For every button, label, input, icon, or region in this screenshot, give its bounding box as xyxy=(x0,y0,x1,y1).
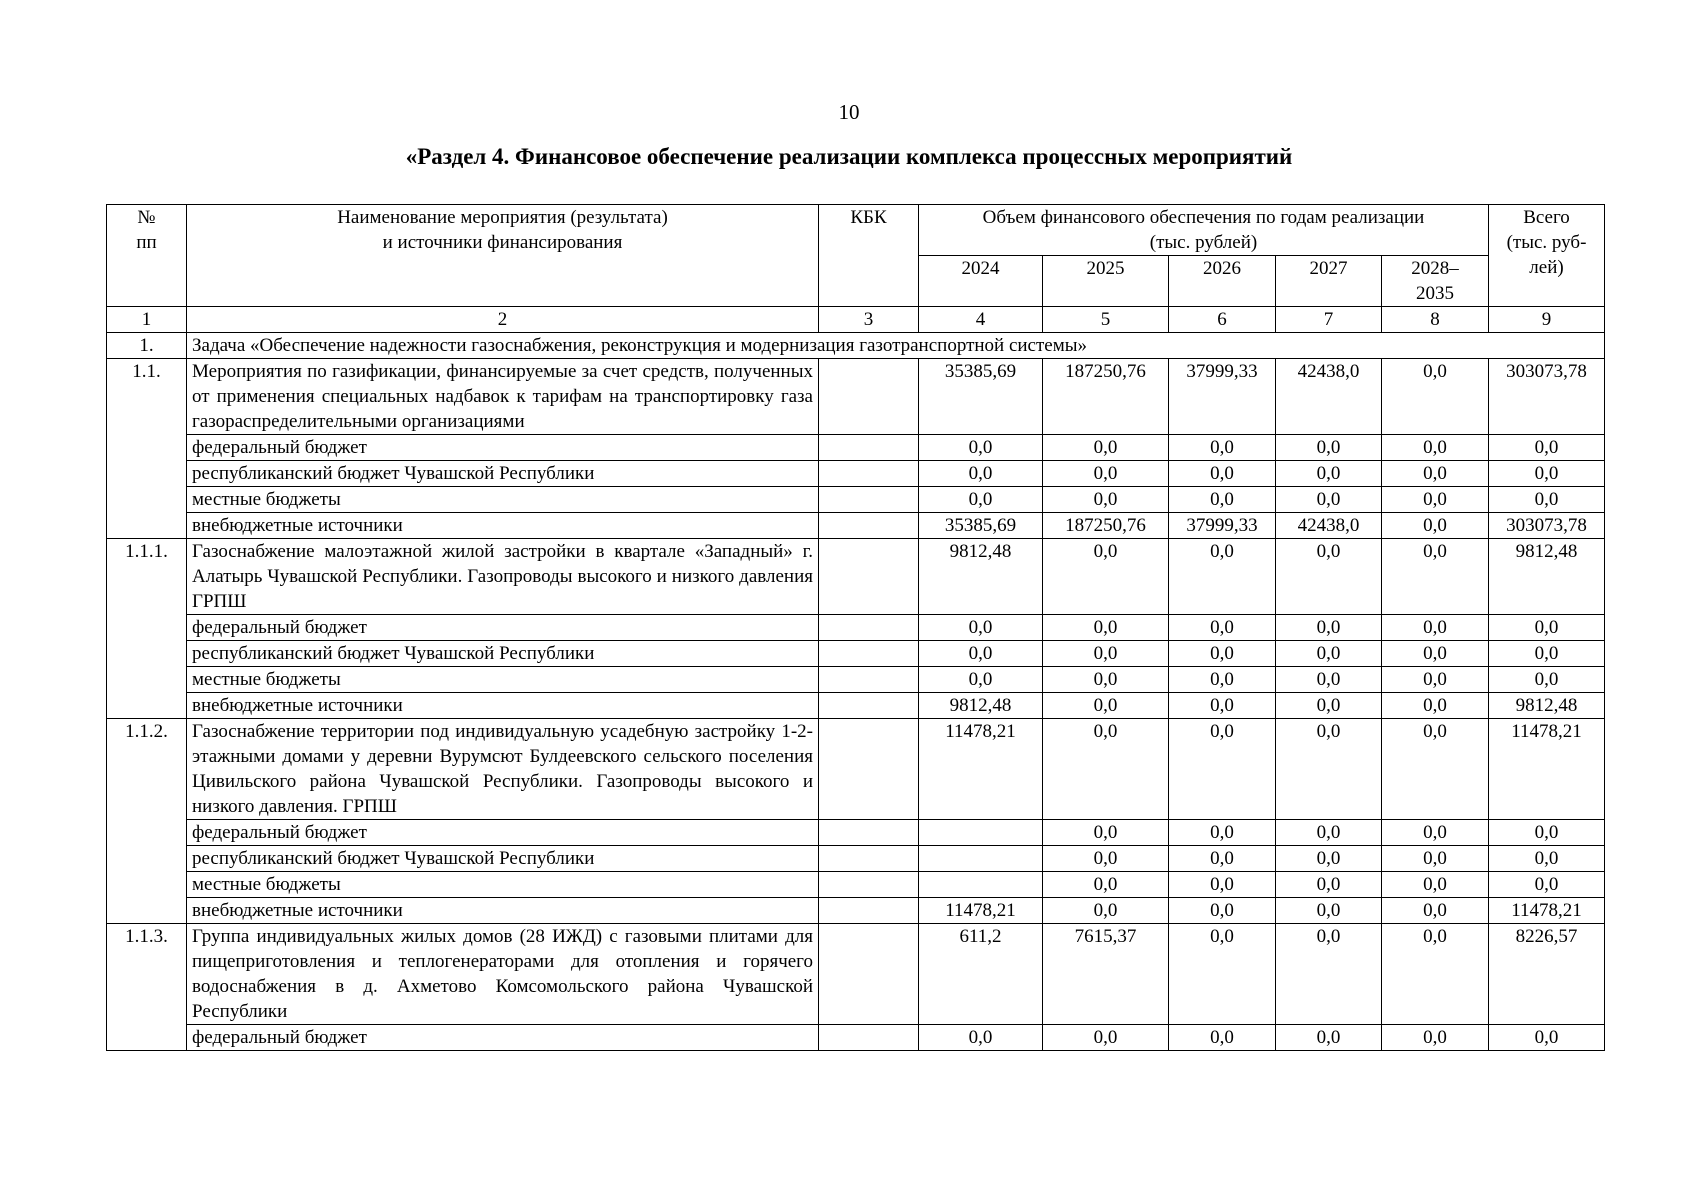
header-kbk: КБК xyxy=(819,205,919,307)
total-cell: 0,0 xyxy=(1489,615,1605,641)
funding-source-name: республиканский бюджет Чувашской Республики xyxy=(187,846,819,872)
funding-source-name: местные бюджеты xyxy=(187,487,819,513)
activity-no: 1.1.3. xyxy=(107,924,187,1051)
task-text: Задача «Обеспечение надежности газоснабжения, реконструкция и модернизация газотранспортной системы» xyxy=(187,333,1605,359)
year-value-cell: 0,0 xyxy=(1276,461,1382,487)
kbk-cell xyxy=(819,667,919,693)
year-value-cell: 0,0 xyxy=(1276,487,1382,513)
year-value-cell: 0,0 xyxy=(1382,924,1489,1025)
year-value-cell xyxy=(919,846,1043,872)
total-cell: 0,0 xyxy=(1489,667,1605,693)
activity-no: 1.1.1. xyxy=(107,539,187,719)
total-cell: 0,0 xyxy=(1489,487,1605,513)
kbk-cell xyxy=(819,641,919,667)
total-cell: 303073,78 xyxy=(1489,359,1605,435)
year-value-cell: 0,0 xyxy=(1382,1025,1489,1051)
year-value-cell: 0,0 xyxy=(1276,820,1382,846)
year-value-cell: 0,0 xyxy=(1043,667,1169,693)
year-value-cell: 0,0 xyxy=(1276,719,1382,820)
year-value-cell xyxy=(919,820,1043,846)
total-cell: 0,0 xyxy=(1489,1025,1605,1051)
year-value-cell: 0,0 xyxy=(1043,641,1169,667)
year-value-cell: 0,0 xyxy=(1043,615,1169,641)
kbk-cell xyxy=(819,435,919,461)
total-cell: 0,0 xyxy=(1489,461,1605,487)
year-value-cell: 7615,37 xyxy=(1043,924,1169,1025)
year-value-cell: 0,0 xyxy=(1276,615,1382,641)
activity-name: Мероприятия по газификации, финансируемые за счет средств, полученных от применения специальных надбавок к тарифам на транспортировку газа газораспределительными организациями xyxy=(187,359,819,435)
activity-name: Газоснабжение малоэтажной жилой застройки в квартале «Западный» г. Алатырь Чувашской Республики. Газопроводы высокого и низкого давления ГРПШ xyxy=(187,539,819,615)
year-value-cell: 0,0 xyxy=(1169,924,1276,1025)
year-value-cell: 35385,69 xyxy=(919,359,1043,435)
funding-source-row xyxy=(107,513,1605,539)
year-value-cell: 0,0 xyxy=(1382,615,1489,641)
activity-name: Группа индивидуальных жилых домов (28 ИЖД) с газовыми плитами для пищеприготовления и теплогенераторами для отопления и горячего водоснабжения в д. Ахметово Комсомольского района Чувашской Республики xyxy=(187,924,819,1025)
kbk-cell xyxy=(819,359,919,435)
year-value-cell: 0,0 xyxy=(1169,693,1276,719)
kbk-cell xyxy=(819,461,919,487)
year-value-cell: 0,0 xyxy=(1382,846,1489,872)
funding-source-row xyxy=(107,820,1605,846)
header-year: 2025 xyxy=(1043,256,1169,307)
total-cell: 9812,48 xyxy=(1489,539,1605,615)
total-cell: 11478,21 xyxy=(1489,719,1605,820)
year-value-cell: 0,0 xyxy=(1382,461,1489,487)
task-no: 1. xyxy=(107,333,187,359)
year-value-cell: 0,0 xyxy=(1276,872,1382,898)
year-value-cell: 0,0 xyxy=(1169,615,1276,641)
funding-source-row xyxy=(107,641,1605,667)
funding-source-row xyxy=(107,435,1605,461)
activity-row xyxy=(107,359,1605,435)
year-value-cell: 0,0 xyxy=(1276,846,1382,872)
kbk-cell xyxy=(819,615,919,641)
year-value-cell: 0,0 xyxy=(1043,461,1169,487)
year-value-cell: 0,0 xyxy=(1382,513,1489,539)
funding-source-row xyxy=(107,846,1605,872)
funding-source-name: местные бюджеты xyxy=(187,872,819,898)
funding-source-row xyxy=(107,615,1605,641)
year-value-cell: 0,0 xyxy=(1382,435,1489,461)
kbk-cell xyxy=(819,1025,919,1051)
year-value-cell: 0,0 xyxy=(1382,667,1489,693)
year-value-cell: 0,0 xyxy=(1043,693,1169,719)
year-value-cell: 9812,48 xyxy=(919,693,1043,719)
year-value-cell: 0,0 xyxy=(1043,719,1169,820)
year-value-cell: 0,0 xyxy=(1043,898,1169,924)
year-value-cell: 35385,69 xyxy=(919,513,1043,539)
year-value-cell: 0,0 xyxy=(1043,435,1169,461)
year-value-cell: 0,0 xyxy=(1382,359,1489,435)
year-value-cell: 0,0 xyxy=(1276,693,1382,719)
task-row xyxy=(107,333,1605,359)
funding-source-row xyxy=(107,898,1605,924)
year-value-cell: 0,0 xyxy=(1043,872,1169,898)
financing-table xyxy=(106,204,1605,1051)
year-value-cell: 187250,76 xyxy=(1043,359,1169,435)
year-value-cell: 611,2 xyxy=(919,924,1043,1025)
year-value-cell: 187250,76 xyxy=(1043,513,1169,539)
year-value-cell: 42438,0 xyxy=(1276,359,1382,435)
index-row xyxy=(107,307,1605,333)
total-cell: 0,0 xyxy=(1489,435,1605,461)
year-value-cell: 0,0 xyxy=(1043,846,1169,872)
year-value-cell: 0,0 xyxy=(1276,898,1382,924)
total-cell: 0,0 xyxy=(1489,872,1605,898)
funding-source-row xyxy=(107,693,1605,719)
header-year: 2024 xyxy=(919,256,1043,307)
kbk-cell xyxy=(819,487,919,513)
index-cell: 3 xyxy=(819,307,919,333)
year-value-cell: 11478,21 xyxy=(919,898,1043,924)
kbk-cell xyxy=(819,924,919,1025)
year-value-cell: 37999,33 xyxy=(1169,513,1276,539)
header-name: Наименование мероприятия (результата) и источники финансирования xyxy=(187,205,819,307)
year-value-cell: 0,0 xyxy=(919,461,1043,487)
funding-source-row xyxy=(107,667,1605,693)
funding-source-name: республиканский бюджет Чувашской Республики xyxy=(187,461,819,487)
year-value-cell: 0,0 xyxy=(1169,820,1276,846)
funding-source-name: местные бюджеты xyxy=(187,667,819,693)
year-value-cell: 0,0 xyxy=(1043,487,1169,513)
header-year: 2027 xyxy=(1276,256,1382,307)
year-value-cell: 0,0 xyxy=(1043,539,1169,615)
year-value-cell: 0,0 xyxy=(1169,539,1276,615)
kbk-cell xyxy=(819,693,919,719)
total-cell: 8226,57 xyxy=(1489,924,1605,1025)
year-value-cell: 9812,48 xyxy=(919,539,1043,615)
year-value-cell: 0,0 xyxy=(1276,641,1382,667)
index-cell: 8 xyxy=(1382,307,1489,333)
year-value-cell: 0,0 xyxy=(1382,872,1489,898)
year-value-cell: 0,0 xyxy=(1276,435,1382,461)
year-value-cell: 0,0 xyxy=(919,667,1043,693)
year-value-cell: 0,0 xyxy=(1169,719,1276,820)
year-value-cell: 0,0 xyxy=(1276,539,1382,615)
header-total: Всего (тыс. руб- лей) xyxy=(1489,205,1605,307)
year-value-cell: 0,0 xyxy=(919,615,1043,641)
activity-no: 1.1.2. xyxy=(107,719,187,924)
year-value-cell: 0,0 xyxy=(1169,667,1276,693)
total-cell: 303073,78 xyxy=(1489,513,1605,539)
funding-source-name: федеральный бюджет xyxy=(187,615,819,641)
funding-source-row xyxy=(107,1025,1605,1051)
funding-source-name: внебюджетные источники xyxy=(187,513,819,539)
year-value-cell: 11478,21 xyxy=(919,719,1043,820)
header-no: № пп xyxy=(107,205,187,307)
funding-source-name: федеральный бюджет xyxy=(187,1025,819,1051)
page-number: 10 xyxy=(838,100,860,124)
year-value-cell: 0,0 xyxy=(1169,872,1276,898)
year-value-cell: 0,0 xyxy=(1276,924,1382,1025)
index-cell: 1 xyxy=(107,307,187,333)
kbk-cell xyxy=(819,898,919,924)
year-value-cell: 0,0 xyxy=(919,435,1043,461)
year-value-cell: 0,0 xyxy=(1382,898,1489,924)
index-cell: 4 xyxy=(919,307,1043,333)
year-value-cell: 0,0 xyxy=(1382,719,1489,820)
year-value-cell xyxy=(919,872,1043,898)
index-cell: 6 xyxy=(1169,307,1276,333)
kbk-cell xyxy=(819,872,919,898)
activity-row xyxy=(107,924,1605,1025)
year-value-cell: 0,0 xyxy=(1169,1025,1276,1051)
year-value-cell: 0,0 xyxy=(1043,820,1169,846)
kbk-cell xyxy=(819,846,919,872)
year-value-cell: 0,0 xyxy=(919,1025,1043,1051)
section-title: «Раздел 4. Финансовое обеспечение реализации комплекса процессных мероприятий xyxy=(405,144,1293,169)
funding-source-name: федеральный бюджет xyxy=(187,435,819,461)
activity-name: Газоснабжение территории под индивидуальную усадебную застройку 1-2-этажными домами у деревни Вурумсют Булдеевского сельского поселения Цивильского района Чувашской Республики. Газопроводы высокого и низкого давления. ГРПШ xyxy=(187,719,819,820)
year-value-cell: 37999,33 xyxy=(1169,359,1276,435)
year-value-cell: 0,0 xyxy=(1382,693,1489,719)
year-value-cell: 0,0 xyxy=(1043,1025,1169,1051)
activity-no: 1.1. xyxy=(107,359,187,539)
funding-source-row xyxy=(107,487,1605,513)
year-value-cell: 0,0 xyxy=(1382,641,1489,667)
total-cell: 0,0 xyxy=(1489,846,1605,872)
year-value-cell: 0,0 xyxy=(919,641,1043,667)
funding-source-name: федеральный бюджет xyxy=(187,820,819,846)
funding-source-name: республиканский бюджет Чувашской Республики xyxy=(187,641,819,667)
kbk-cell xyxy=(819,820,919,846)
index-cell: 7 xyxy=(1276,307,1382,333)
total-cell: 0,0 xyxy=(1489,820,1605,846)
activity-row xyxy=(107,719,1605,820)
index-cell: 9 xyxy=(1489,307,1605,333)
kbk-cell xyxy=(819,513,919,539)
header-volume: Объем финансового обеспечения по годам реализации (тыс. рублей) xyxy=(919,205,1489,256)
year-value-cell: 0,0 xyxy=(1169,461,1276,487)
year-value-cell: 0,0 xyxy=(1169,487,1276,513)
year-value-cell: 0,0 xyxy=(1276,667,1382,693)
year-value-cell: 0,0 xyxy=(1169,435,1276,461)
funding-source-row xyxy=(107,461,1605,487)
header-year: 2028– 2035 xyxy=(1382,256,1489,307)
header-year: 2026 xyxy=(1169,256,1276,307)
total-cell: 11478,21 xyxy=(1489,898,1605,924)
funding-source-name: внебюджетные источники xyxy=(187,898,819,924)
year-value-cell: 0,0 xyxy=(1382,539,1489,615)
kbk-cell xyxy=(819,719,919,820)
year-value-cell: 0,0 xyxy=(919,487,1043,513)
year-value-cell: 0,0 xyxy=(1169,846,1276,872)
index-cell: 2 xyxy=(187,307,819,333)
funding-source-name: внебюджетные источники xyxy=(187,693,819,719)
year-value-cell: 0,0 xyxy=(1169,898,1276,924)
funding-source-row xyxy=(107,872,1605,898)
year-value-cell: 0,0 xyxy=(1382,820,1489,846)
total-cell: 0,0 xyxy=(1489,641,1605,667)
year-value-cell: 0,0 xyxy=(1276,1025,1382,1051)
year-value-cell: 0,0 xyxy=(1382,487,1489,513)
activity-row xyxy=(107,539,1605,615)
year-value-cell: 0,0 xyxy=(1169,641,1276,667)
header-row xyxy=(107,205,1605,256)
total-cell: 9812,48 xyxy=(1489,693,1605,719)
kbk-cell xyxy=(819,539,919,615)
index-cell: 5 xyxy=(1043,307,1169,333)
year-value-cell: 42438,0 xyxy=(1276,513,1382,539)
